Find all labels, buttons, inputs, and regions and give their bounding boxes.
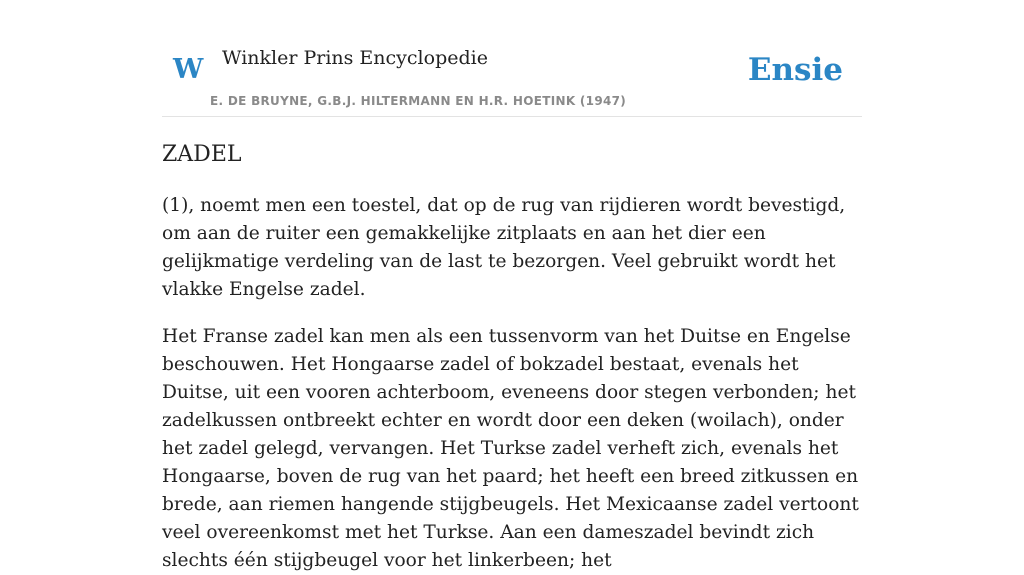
article-body: [162, 138, 862, 575]
article-paragraph: Het Franse zadel kan men als een tussenvorm van het Duitse en Engelse beschouwen. Het Hongaarse zadel of bokzadel bestaat, evenals het Duitse, uit een vooren achterboom, eveneens door stegen verbonden; het zadelkussen ontbreekt echter en wordt door een deken (woilach), onder het zadel gelegd, vervangen. Het Turkse zadel verheft zich, evenals het Hongaarse, boven de rug van het paard; het heeft een breed zitkussen en brede, aan riemen hangende stijgbeugels. Het Mexicaanse zadel vertoont veel overeenkomst met het Turkse. Aan een dameszadel bevindt zich slechts één stijgbeugel voor het linkerbeen; het: [162, 326, 859, 571]
article-paragraph: (1), noemt men een toestel, dat op de rug van rijdieren wordt bevestigd, om aan de ruiter een gemakkelijke zitplaats en aan het dier een gelijkmatige verdeling van de last te bezorgen. Veel gebruikt wordt het vlakke Engelse zadel.: [162, 195, 846, 300]
site-header: [162, 0, 862, 117]
winkler-prins-logo[interactable]: W: [173, 54, 204, 85]
entry-title: ZADEL: [162, 142, 242, 167]
ensie-brand-logo[interactable]: Ensie: [747, 52, 843, 88]
encyclopedia-title: Winkler Prins Encyclopedie: [222, 47, 488, 69]
encyclopedia-authors: E. DE BRUYNE, G.B.J. HILTERMANN EN H.R. HOETINK (1947): [210, 94, 627, 108]
